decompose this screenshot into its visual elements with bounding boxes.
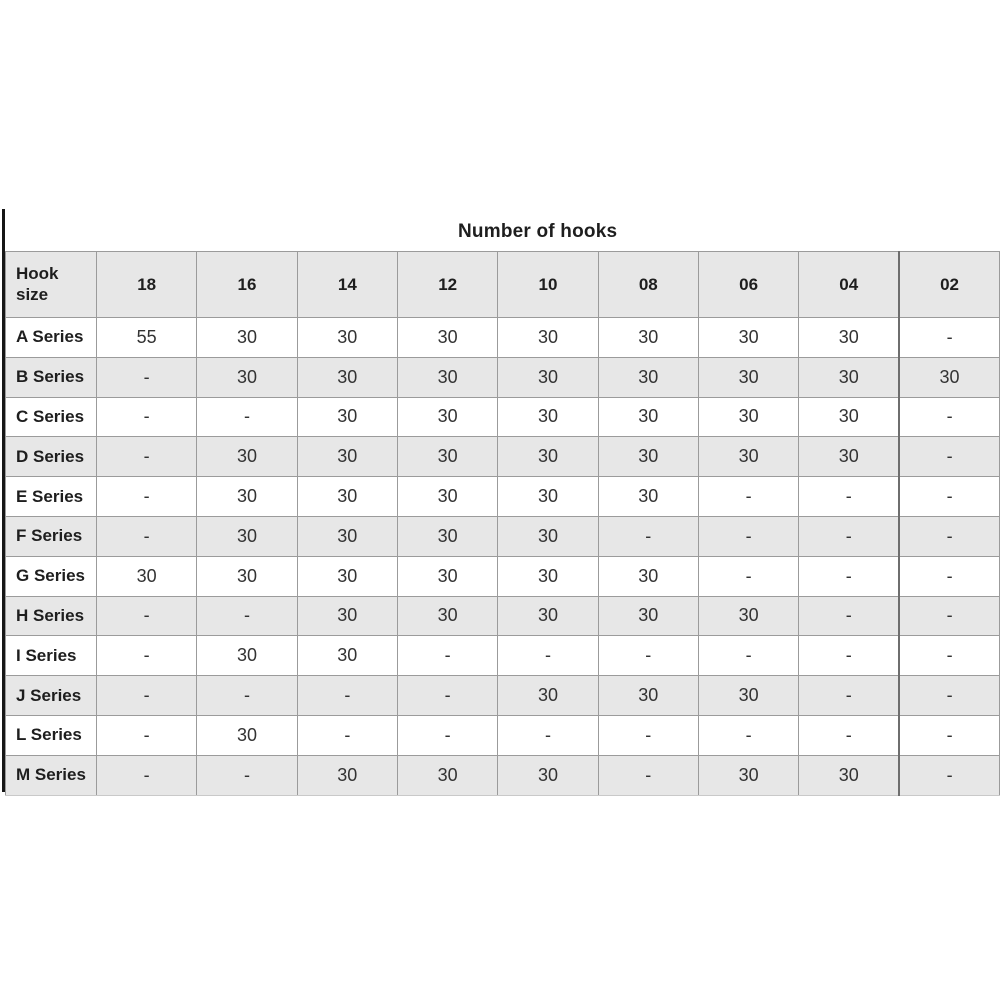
value-cell: 30: [397, 397, 497, 437]
value-cell: 30: [297, 556, 397, 596]
column-header: 06: [698, 252, 798, 318]
value-cell: -: [397, 676, 497, 716]
table-row: [6, 397, 1000, 437]
value-cell: 30: [397, 437, 497, 477]
value-cell: 30: [397, 477, 497, 517]
value-cell: -: [97, 357, 197, 397]
value-cell: 30: [397, 755, 497, 795]
value-cell: 30: [498, 516, 598, 556]
value-cell: 30: [197, 636, 297, 676]
value-cell: -: [899, 397, 999, 437]
value-cell: -: [97, 596, 197, 636]
value-cell: 30: [698, 318, 798, 358]
value-cell: -: [397, 636, 497, 676]
value-cell: 30: [498, 318, 598, 358]
value-cell: -: [799, 516, 899, 556]
value-cell: 30: [498, 437, 598, 477]
value-cell: 30: [698, 596, 798, 636]
value-cell: 30: [799, 755, 899, 795]
value-cell: 30: [598, 357, 698, 397]
value-cell: 30: [598, 397, 698, 437]
value-cell: -: [197, 755, 297, 795]
value-cell: 30: [97, 556, 197, 596]
value-cell: 30: [498, 357, 598, 397]
corner-header-hook-size: Hook size: [6, 252, 97, 318]
value-cell: -: [197, 596, 297, 636]
value-cell: -: [598, 715, 698, 755]
value-cell: 30: [598, 556, 698, 596]
column-header: 08: [598, 252, 698, 318]
value-cell: 30: [799, 437, 899, 477]
value-cell: 30: [598, 596, 698, 636]
table-row: [6, 755, 1000, 795]
table-row: [6, 676, 1000, 716]
row-label: F Series: [6, 516, 97, 556]
table-row: [6, 516, 1000, 556]
value-cell: 30: [197, 357, 297, 397]
value-cell: -: [899, 676, 999, 716]
value-cell: -: [698, 636, 798, 676]
value-cell: 30: [397, 516, 497, 556]
table-row: [6, 477, 1000, 517]
value-cell: 30: [297, 755, 397, 795]
value-cell: 30: [297, 357, 397, 397]
value-cell: -: [799, 556, 899, 596]
value-cell: 30: [297, 596, 397, 636]
value-cell: -: [899, 755, 999, 795]
column-header: 16: [197, 252, 297, 318]
value-cell: -: [799, 676, 899, 716]
value-cell: 30: [397, 318, 497, 358]
value-cell: 30: [197, 318, 297, 358]
table-row: [6, 596, 1000, 636]
table-row: [6, 636, 1000, 676]
value-cell: -: [297, 676, 397, 716]
value-cell: 30: [297, 477, 397, 517]
value-cell: -: [97, 755, 197, 795]
value-cell: 30: [498, 556, 598, 596]
value-cell: -: [698, 477, 798, 517]
value-cell: -: [397, 715, 497, 755]
value-cell: 30: [197, 477, 297, 517]
value-cell: -: [498, 715, 598, 755]
row-label: I Series: [6, 636, 97, 676]
value-cell: 30: [598, 437, 698, 477]
table-title: Number of hooks: [458, 221, 618, 242]
row-label: C Series: [6, 397, 97, 437]
hooks-table: [5, 251, 1000, 796]
value-cell: 30: [297, 636, 397, 676]
value-cell: 30: [598, 676, 698, 716]
value-cell: -: [97, 437, 197, 477]
value-cell: 30: [498, 755, 598, 795]
value-cell: -: [899, 596, 999, 636]
value-cell: -: [899, 437, 999, 477]
value-cell: 30: [397, 596, 497, 636]
value-cell: -: [97, 715, 197, 755]
value-cell: -: [799, 596, 899, 636]
value-cell: -: [698, 556, 798, 596]
value-cell: 30: [698, 755, 798, 795]
value-cell: 30: [498, 477, 598, 517]
value-cell: 30: [197, 437, 297, 477]
row-label: B Series: [6, 357, 97, 397]
table-row: [6, 357, 1000, 397]
value-cell: -: [97, 477, 197, 517]
value-cell: -: [97, 516, 197, 556]
table-row: [6, 556, 1000, 596]
column-header: 18: [97, 252, 197, 318]
table-row: [6, 318, 1000, 358]
row-label: J Series: [6, 676, 97, 716]
value-cell: -: [799, 477, 899, 517]
row-label: L Series: [6, 715, 97, 755]
column-header: 10: [498, 252, 598, 318]
value-cell: -: [97, 397, 197, 437]
value-cell: -: [799, 715, 899, 755]
table-row: [6, 437, 1000, 477]
row-label: A Series: [6, 318, 97, 358]
value-cell: 30: [297, 318, 397, 358]
value-cell: -: [97, 636, 197, 676]
value-cell: 30: [698, 357, 798, 397]
value-cell: -: [799, 636, 899, 676]
column-header: 12: [397, 252, 497, 318]
value-cell: -: [97, 676, 197, 716]
value-cell: 30: [598, 477, 698, 517]
value-cell: 55: [97, 318, 197, 358]
value-cell: -: [297, 715, 397, 755]
value-cell: 30: [799, 397, 899, 437]
value-cell: -: [598, 636, 698, 676]
value-cell: 30: [397, 357, 497, 397]
column-header: 04: [799, 252, 899, 318]
value-cell: -: [498, 636, 598, 676]
value-cell: 30: [297, 437, 397, 477]
value-cell: -: [899, 318, 999, 358]
value-cell: 30: [698, 397, 798, 437]
value-cell: -: [899, 556, 999, 596]
value-cell: 30: [197, 556, 297, 596]
value-cell: 30: [197, 715, 297, 755]
row-label: G Series: [6, 556, 97, 596]
table-row: [6, 715, 1000, 755]
value-cell: 30: [598, 318, 698, 358]
row-label: D Series: [6, 437, 97, 477]
row-label: H Series: [6, 596, 97, 636]
column-header: 14: [297, 252, 397, 318]
value-cell: 30: [698, 437, 798, 477]
row-label: E Series: [6, 477, 97, 517]
value-cell: 30: [197, 516, 297, 556]
value-cell: 30: [498, 676, 598, 716]
value-cell: -: [698, 715, 798, 755]
value-cell: -: [899, 715, 999, 755]
value-cell: 30: [899, 357, 999, 397]
value-cell: 30: [498, 596, 598, 636]
value-cell: -: [598, 516, 698, 556]
value-cell: -: [899, 516, 999, 556]
value-cell: 30: [698, 676, 798, 716]
value-cell: -: [899, 636, 999, 676]
value-cell: -: [598, 755, 698, 795]
column-header: 02: [899, 252, 999, 318]
value-cell: 30: [799, 357, 899, 397]
value-cell: -: [899, 477, 999, 517]
value-cell: 30: [397, 556, 497, 596]
header-row: [6, 252, 1000, 318]
value-cell: -: [197, 676, 297, 716]
row-label: M Series: [6, 755, 97, 795]
value-cell: 30: [799, 318, 899, 358]
table-body: [6, 318, 1000, 796]
value-cell: -: [698, 516, 798, 556]
value-cell: -: [197, 397, 297, 437]
value-cell: 30: [498, 397, 598, 437]
value-cell: 30: [297, 397, 397, 437]
value-cell: 30: [297, 516, 397, 556]
